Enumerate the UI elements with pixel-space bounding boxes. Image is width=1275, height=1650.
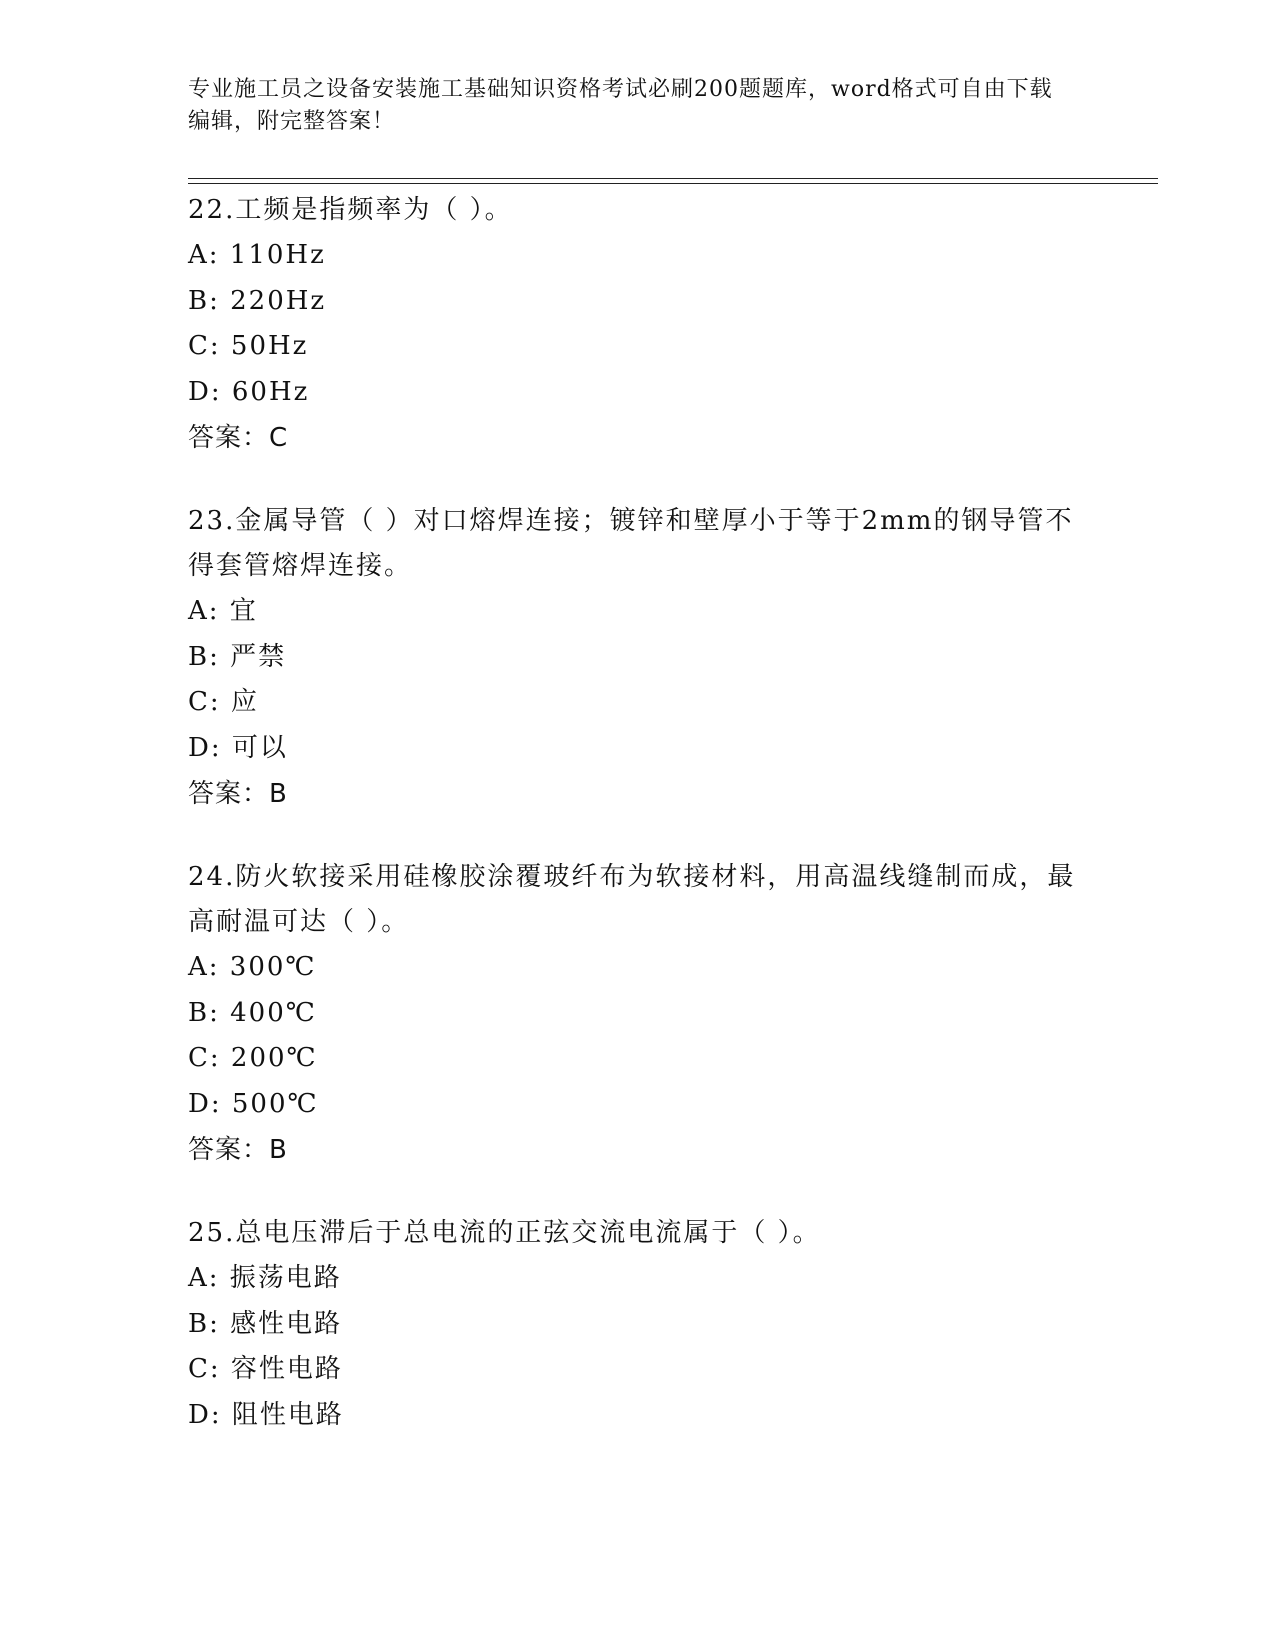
option-a: A: 110Hz: [188, 240, 326, 270]
question-23: [188, 499, 1088, 817]
option-d: D: 可以: [188, 732, 288, 763]
option-b: B: 感性电路: [188, 1308, 343, 1339]
option-d: D: 500℃: [188, 1088, 319, 1119]
answer: 答案：B: [188, 1135, 288, 1165]
header-divider-bottom: [188, 183, 1158, 184]
question-list: [188, 188, 1088, 1476]
option-d: D: 60Hz: [188, 376, 310, 407]
option-d: D: 阻性电路: [188, 1399, 344, 1430]
option-a: A: 300℃: [188, 952, 317, 982]
option-c: C: 50Hz: [188, 331, 309, 361]
option-a: A: 振荡电路: [188, 1263, 342, 1293]
answer: 答案：C: [188, 423, 289, 453]
question-text: 23.金属导管（ ）对口熔焊连接；镀锌和壁厚小于等于2mm的钢导管不得套管熔焊连接。: [188, 506, 1074, 581]
option-c: C: 200℃: [188, 1043, 318, 1073]
option-c: C: 容性电路: [188, 1354, 343, 1384]
question-22: [188, 188, 1088, 461]
answer: 答案：B: [188, 779, 288, 809]
option-b: B: 220Hz: [188, 285, 327, 316]
question-24: [188, 855, 1088, 1173]
option-b: B: 400℃: [188, 997, 317, 1028]
document-title: 专业施工员之设备安装施工基础知识资格考试必刷200题题库，word格式可自由下载编辑，附完整答案！: [188, 77, 1053, 134]
question-text: 22.工频是指频率为（ ）。: [188, 195, 513, 225]
question-text: 25.总电压滞后于总电流的正弦交流电流属于（ ）。: [188, 1218, 821, 1248]
option-b: B: 严禁: [188, 641, 287, 672]
option-a: A: 宜: [188, 596, 258, 626]
question-25: [188, 1211, 1088, 1438]
option-c: C: 应: [188, 687, 259, 717]
header-divider-top: [188, 178, 1158, 179]
question-text: 24.防火软接采用硅橡胶涂覆玻纤布为软接材料，用高温线缝制而成，最高耐温可达（ ）。: [188, 862, 1076, 937]
